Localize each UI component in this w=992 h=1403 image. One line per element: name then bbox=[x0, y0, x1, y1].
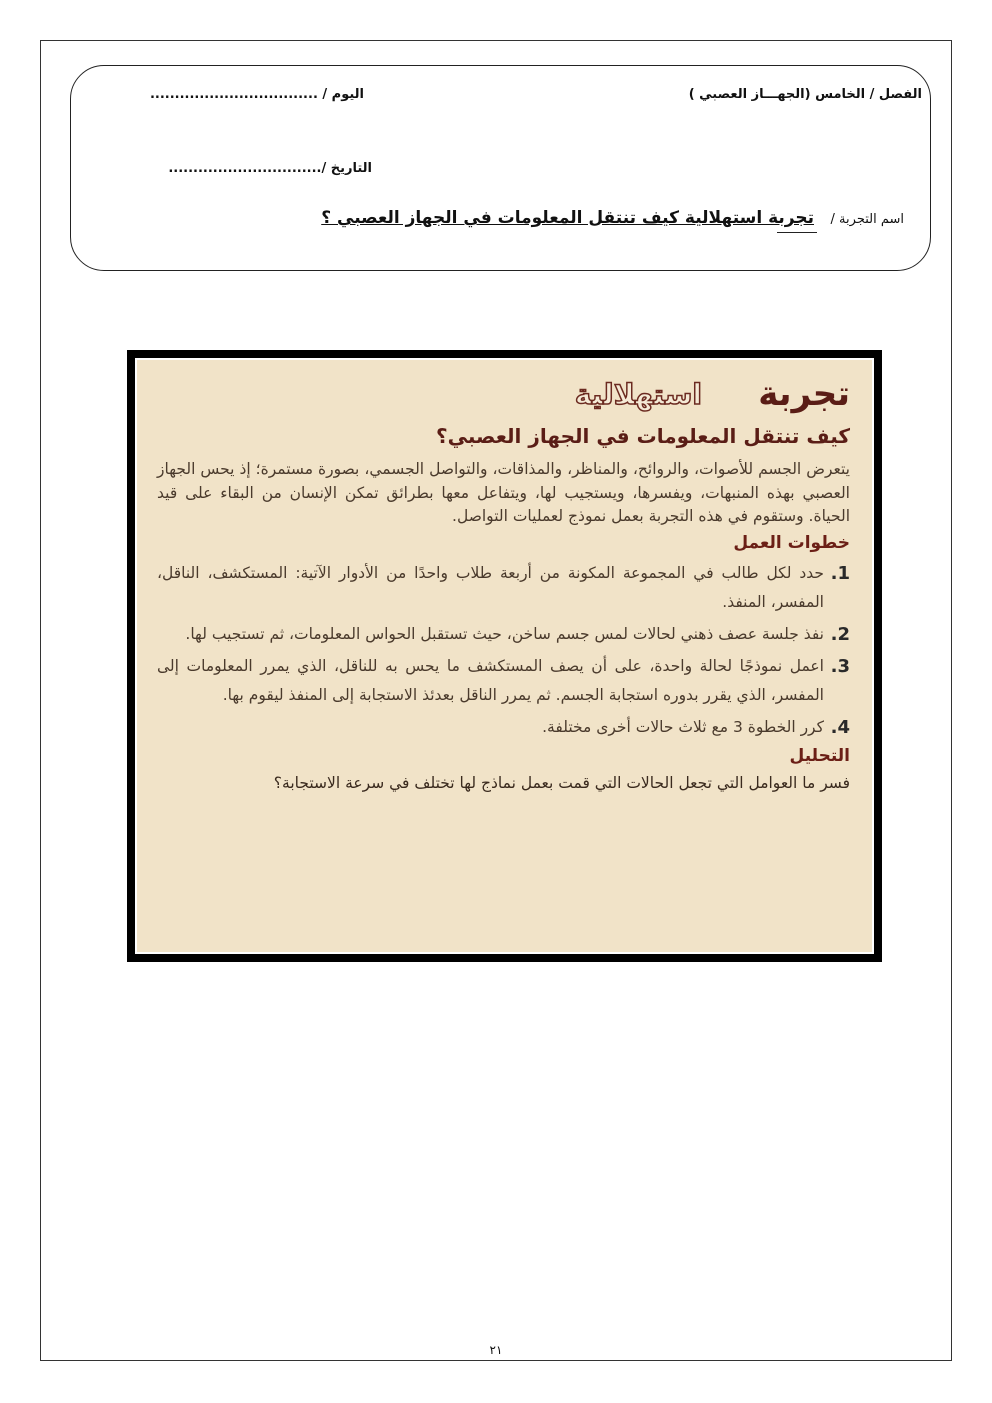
experiment-name-label: اسم التجربة / bbox=[830, 212, 904, 227]
step-text: كرر الخطوة 3 مع ثلاث حالات أخرى مختلفة. bbox=[542, 717, 824, 736]
figure-title bbox=[157, 374, 850, 418]
step-text: حدد لكل طالب في المجموعة المكونة من أربعة طلاب واحدًا من الأدوار الآتية: المستكشف، الناقل، المفسر، المنفذ. bbox=[157, 563, 824, 611]
step-item bbox=[157, 559, 850, 617]
figure-title-sub: استهلالية bbox=[574, 378, 702, 411]
step-number: 4. bbox=[830, 716, 850, 738]
step-item bbox=[157, 620, 850, 649]
figure-panel bbox=[135, 358, 874, 954]
step-item bbox=[157, 652, 850, 710]
step-number: 1. bbox=[830, 562, 850, 584]
figure-question-heading: كيف تنتقل المعلومات في الجهاز العصبي؟ bbox=[436, 424, 850, 448]
experiment-figure bbox=[127, 350, 882, 962]
step-text: اعمل نموذجًا لحالة واحدة، على أن يصف المستكشف ما يحس به للناقل، الذي يمرر المعلومات إلى المفسر، الذي يقرر بدوره استجابة الجسم. ثم يمرر الناقل بعدئذ الاستجابة إلى المنفذ ليقوم بها. bbox=[157, 656, 824, 704]
experiment-title: تجربة استهلالية كيف تنتقل المعلومات في الجهاز العصبي ؟ bbox=[321, 208, 814, 228]
step-text: نفذ جلسة عصف ذهني لحالات لمس جسم ساخن، حيث تستقبل الحواس المعلومات، ثم تستجيب لها. bbox=[185, 624, 824, 643]
page-number: ٢١ bbox=[489, 1343, 503, 1357]
analysis-question: فسر ما العوامل التي تجعل الحالات التي قمت بعمل نماذج لها تختلف في سرعة الاستجابة؟ bbox=[273, 773, 850, 792]
chapter-label: الفصل / الخامس (الجهـــاز العصبي ) bbox=[688, 87, 922, 102]
figure-title-main: تجربة bbox=[758, 374, 850, 414]
date-field: التاريخ /............................... bbox=[168, 161, 372, 176]
experiment-underline bbox=[777, 232, 817, 233]
step-number: 3. bbox=[830, 655, 850, 677]
analysis-heading: التحليل bbox=[789, 745, 850, 766]
figure-intro-paragraph: يتعرض الجسم للأصوات، والروائح، والمناظر، والمذاقات، والتواصل الجسمي، بصورة مستمرة؛ إذ يحس الجهاز العصبي بهذه المنبهات، ويفسرها، ويستجيب لها، ويتفاعل معها بطرائق تمكن الإنسان من البقاء على قيد الحياة. وستقوم في هذه التجربة بعمل نموذج لعمليات التواصل. bbox=[157, 460, 850, 525]
steps-heading: خطوات العمل bbox=[733, 532, 850, 553]
day-field: اليوم / .................................. bbox=[149, 87, 364, 102]
steps-list bbox=[157, 559, 850, 742]
step-item bbox=[157, 713, 850, 742]
step-number: 2. bbox=[830, 623, 850, 645]
